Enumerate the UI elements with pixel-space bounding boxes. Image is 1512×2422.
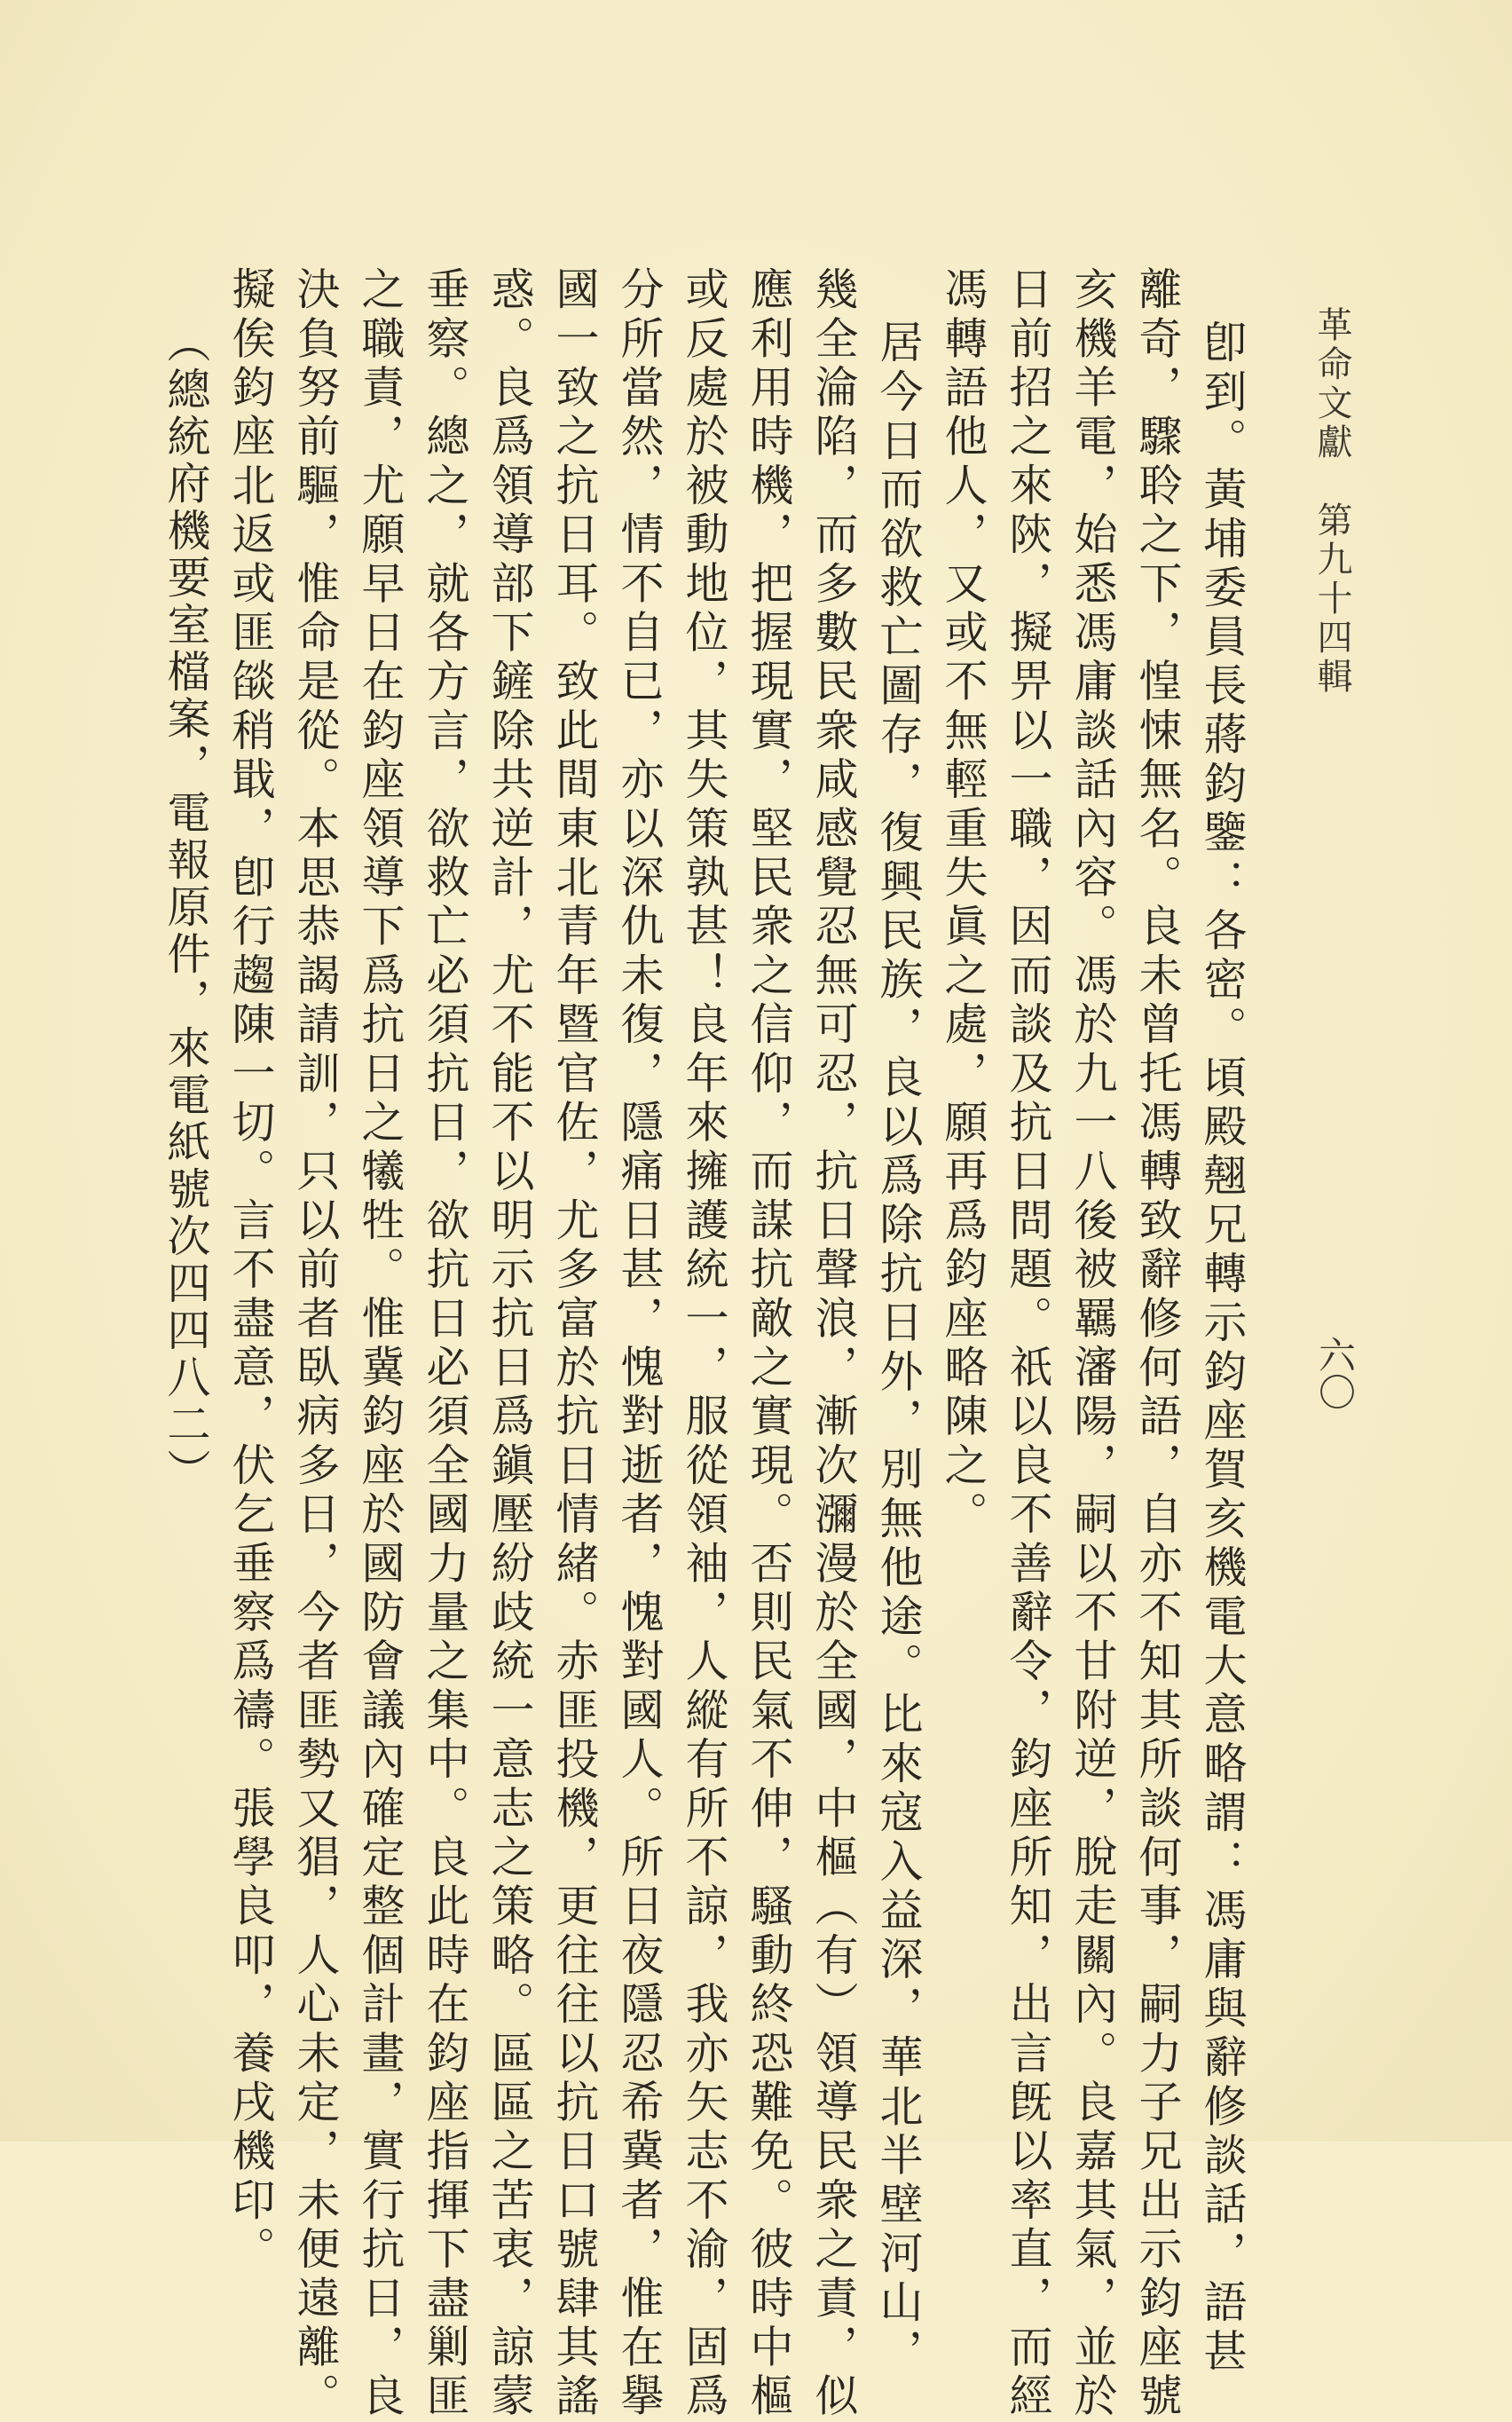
text-column: 離奇，驟聆之下，惶悚無名。良未曾托馮轉致辭修何語，自亦不知其所談何事，嗣力子兄出示鈞座號 — [1132, 266, 1183, 2422]
text-column: 馮轉語他人，又或不無輕重失眞之處，願再爲鈞座略陳之。 — [938, 266, 988, 1541]
text-column: 決負努前驅，惟命是從。本思恭謁請訓，只以前者臥病多日，今者匪勢又猖，人心未定，未便遠離。 — [290, 266, 341, 2422]
text-column: 亥機羊電，始悉馮庸談話內容。馮於九一八後被羈瀋陽，嗣以不甘附逆，脫走關內。良嘉其氣，並於 — [1067, 266, 1118, 2422]
text-column: 分所當然，情不自已，亦以深仇未復，隱痛日甚，愧對逝者，愧對國人。所日夜隱忍希冀者，惟在擧 — [614, 266, 665, 2422]
text-column: 或反處於被動地位，其失策孰甚！良年來擁護統一，服從領袖，人縱有所不諒，我亦矢志不渝，固爲 — [679, 266, 729, 2422]
running-header-title: 革命文獻 第九十四輯 — [1311, 306, 1352, 697]
body-text — [154, 266, 1255, 2422]
source-note: （總統府機要室檔案，電報原件，來電紙號次四四八二） — [161, 320, 211, 1495]
text-column — [218, 266, 283, 2276]
text-column: 垂察。總之，就各方言，欲救亡必須抗日，欲抗日必須全國力量之集中。良此時在鈞座指揮下盡剿匪 — [420, 266, 470, 2422]
text-column: 國一致之抗日耳。致此間東北青年暨官佐，尤多富於抗日情緒。赤匪投機，更往往以抗日口號肆其謠 — [549, 266, 600, 2422]
text-column: 應利用時機，把握現實，堅民衆之信仰，而謀抗敵之實現。否則民氣不伸，騷動終恐難免。彼時中樞 — [744, 266, 794, 2422]
page-number: 六〇 — [1313, 1336, 1357, 1410]
text-column: 日前招之來陝，擬畀以一職，因而談及抗日問題。祇以良不善辭令，鈞座所知，出言旣以率直，而經 — [1003, 266, 1053, 2422]
text-column: 之職責，尤願早日在鈞座領導下爲抗日之犧牲。惟冀鈞座於國防會議內確定整個計畫，實行抗日，良 — [355, 266, 406, 2422]
text-column: 幾全淪陷，而多數民衆咸感覺忍無可忍，抗日聲浪，漸次瀰漫於全國，中樞（有）領導民衆之責，似 — [808, 266, 859, 2422]
text-column: 惑。良爲領導部下鏟除共逆計，尤不能不以明示抗日爲鎭壓紛歧統一意志之策略。區區之苦衷，諒蒙 — [484, 266, 535, 2422]
text-column: 卽到。黃埔委員長蔣鈞鑒：各密。頃殿翹兄轉示鈞座賀亥機電大意略謂：馮庸與辭修談話，語甚 — [1197, 320, 1248, 2378]
text-column: 居今日而欲救亡圖存，復興民族，良以爲除抗日外，別無他途。比來寇入益深，華北半壁河山， — [873, 320, 924, 2378]
closing-text: 擬俟鈞座北返或匪燄稍戢，卽行趨陳一切。言不盡意，伏乞垂察爲禱。張學良叩，養戌機印。 — [225, 266, 276, 2276]
